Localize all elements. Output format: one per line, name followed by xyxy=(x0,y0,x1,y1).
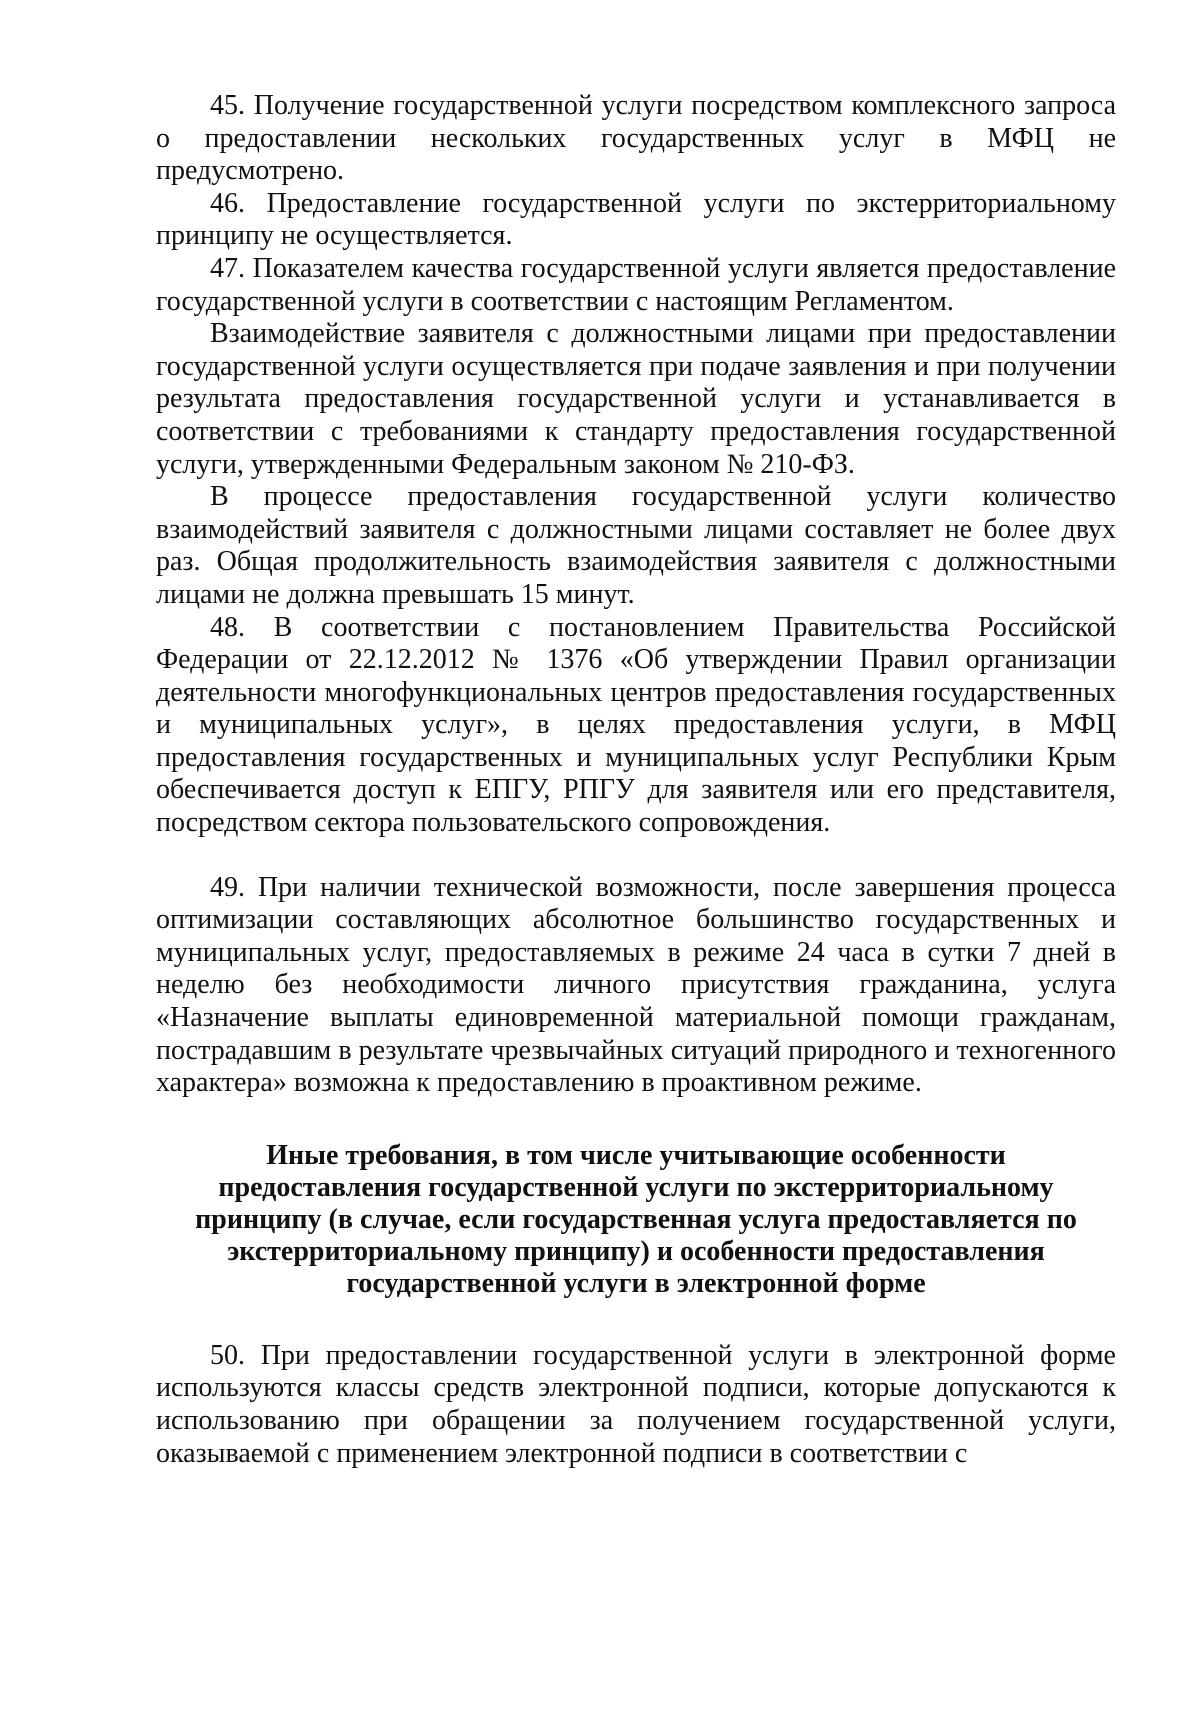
paragraph-46: 46. Предоставление государственной услуги по экстерриториальному принципу не осуществляется. xyxy=(156,187,1116,252)
section-heading: Иные требования, в том числе учитывающие особенности предоставления государственной услуги по экстерриториальному принципу (в случае, если государственная услуга предоставляется по экстерриториальному принципу) и особенности предоставления государственной услуги в электронной форме xyxy=(195,1139,1077,1299)
paragraph-49: 49. При наличии технической возможности, после завершения процесса оптимизации составляющих абсолютное большинство государственных и муниципальных услуг, предоставляемых в режиме 24 часа в сутки 7 дней в неделю без необходимости личного присутствия гражданина, услуга «Назначение выплаты единовременной материальной помощи гражданам, пострадавшим в результате чрезвычайных ситуаций природного и техногенного характера» возможна к предоставлению в проактивном режиме. xyxy=(156,871,1116,1099)
paragraph-48: 48. В соответствии с постановлением Правительства Российской Федерации от 22.12.2012 № 1376 «Об утверждении Правил организации деятельности многофункциональных центров предоставления государственных и муниципальных услуг», в целях предоставления услуги, в МФЦ предоставления государственных и муниципальных услуг Республики Крым обеспечивается доступ к ЕПГУ, РПГУ для заявителя или его представителя, посредством сектора пользовательского сопровождения. xyxy=(156,611,1116,839)
paragraph-interaction-count: В процессе предоставления государственной услуги количество взаимодействий заявителя с должностными лицами составляет не более двух раз. Общая продолжительность взаимодействия заявителя с должностными лицами не должна превышать 15 минут. xyxy=(156,481,1116,610)
spacer xyxy=(156,1100,1116,1140)
paragraph-47: 47. Показателем качества государственной услуги является предоставление государственной услуги в соответствии с настоящим Регламентом. xyxy=(156,252,1116,317)
paragraph-interaction: Взаимодействие заявителя с должностными лицами при предоставлении государственной услуги осуществляется при подаче заявления и при получении результата предоставления государственной услуги и устанавливается в соответствии с требованиями к стандарту предоставления государственной услуги, утвержденными Федеральным законом № 210-ФЗ. xyxy=(156,318,1116,480)
spacer xyxy=(156,1300,1116,1340)
paragraph-50: 50. При предоставлении государственной услуги в электронной форме используются классы средств электронной подписи, которые допускаются к использованию при обращении за получением государственной услуги, оказываемой с применением электронной подписи в соответствии с xyxy=(156,1339,1116,1469)
paragraph-45: 45. Получение государственной услуги посредством комплексного запроса о предоставлении нескольких государственных услуг в МФЦ не предусмотрено. xyxy=(156,90,1116,187)
document-body xyxy=(156,90,1116,1470)
spacer xyxy=(156,840,1116,872)
